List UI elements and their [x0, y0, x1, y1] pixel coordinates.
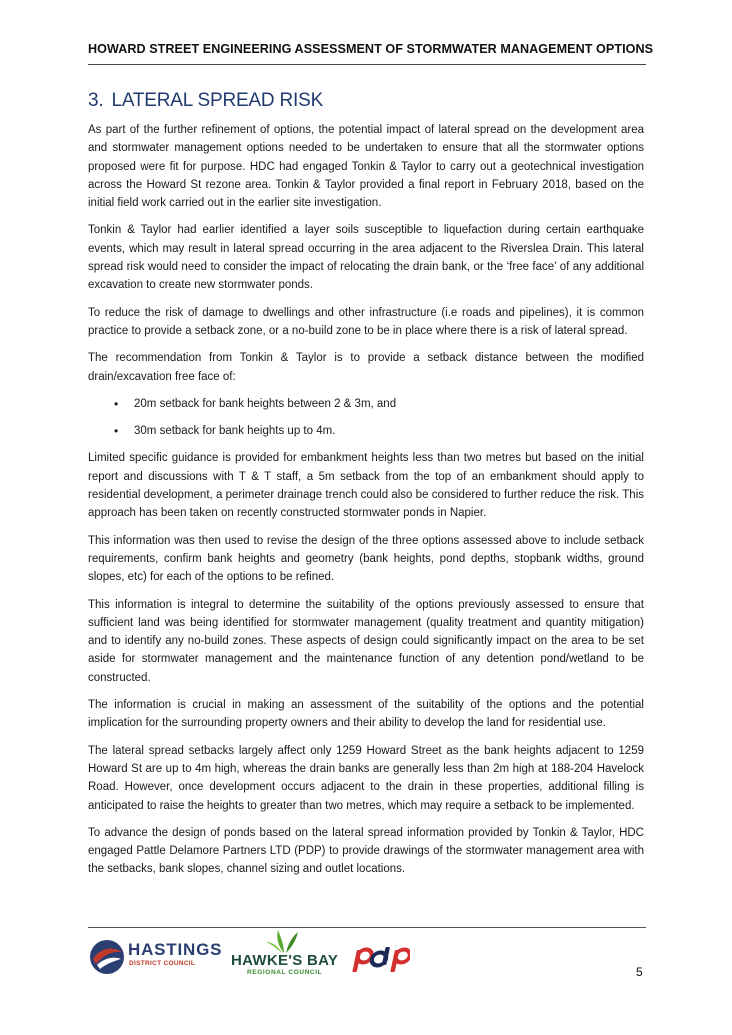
- list-item: [88, 422, 644, 440]
- hastings-wordmark: HASTINGS: [128, 940, 223, 959]
- section-heading: [88, 90, 323, 112]
- paragraph: Limited specific guidance is provided for embankment heights less than two metres but based on the initial report and discussions with T & T staff, a 5m setback from the top of an embankment should apply to residential development, a perimeter drainage trench could also be considered to further reduce the risk. This approach has been taken on recently constructed stormwater ponds in Napier.: [88, 452, 644, 520]
- hawkes-bay-subtitle: REGIONAL COUNCIL: [247, 969, 323, 976]
- paragraph: The lateral spread setbacks largely affect only 1259 Howard Street as the bank heights adjacent to 1259 Howard St are up to 4m high, whereas the drain banks are generally less than 2m high at 188-204 Havelock Road. However, once development occurs adjacent to the drain in these properties, additional filling is anticipated to raise the heights to greater than two metres, which may require a setback to be implemented.: [88, 744, 644, 812]
- list-item-text: 20m setback for bank heights between 2 & 3m, and: [134, 397, 397, 410]
- list-item-text: 30m setback for bank heights up to 4m.: [134, 425, 336, 438]
- list-item: [88, 395, 644, 413]
- bullet-icon: •: [114, 396, 119, 411]
- bullet-icon: •: [114, 424, 119, 439]
- paragraph: As part of the further refinement of options, the potential impact of lateral spread on the development area and stormwater management options needed to be undertaken to ensure that all the stormwater options proposed were fit for purpose. HDC had engaged Tonkin & Taylor to carry out a geotechnical investigation across the Howard St rezone area. Tonkin & Taylor provided a final report in February 2018, based on the initial field work carried out in the earlier site investigation.: [88, 124, 644, 210]
- header-divider: [88, 64, 646, 65]
- pdp-mark-icon: [352, 945, 410, 975]
- paragraph: The recommendation from Tonkin & Taylor is to provide a setback distance between the modified drain/excavation free face of:: [88, 352, 644, 383]
- paragraph: To reduce the risk of damage to dwellings and other infrastructure (i.e roads and pipelines), it is common practice to provide a setback zone, or a no-build zone to be in place where there is a risk of lateral spread.: [88, 306, 644, 337]
- pdp-logo: [352, 945, 412, 977]
- hastings-district-council-logo: [88, 936, 223, 976]
- hawkes-bay-regional-council-logo: [228, 928, 366, 978]
- paragraph: The information is crucial in making an assessment of the suitability of the options and the potential implication for the surrounding property owners and their ability to develop the land for residential use.: [88, 699, 644, 730]
- leaf-icon: [264, 928, 304, 954]
- running-header: HOWARD STREET ENGINEERING ASSESSMENT OF STORMWATER MANAGEMENT OPTIONS: [88, 42, 654, 56]
- hawkes-bay-wordmark: HAWKE'S BAY: [231, 952, 339, 969]
- footer-divider: [88, 927, 646, 928]
- paragraph: This information is integral to determine the suitability of the options previously assessed to ensure that sufficient land was being identified for stormwater management (quality treatment and quantity mitigation) and to identify any no-build zones. These aspects of design could significantly impact on the area to be set aside for stormwater management and the maintenance function of any detention pond/wetland to be constructed.: [88, 598, 644, 684]
- page-number: 5: [636, 965, 643, 979]
- paragraph: Tonkin & Taylor had earlier identified a layer soils susceptible to liquefaction during certain earthquake events, which may result in lateral spread occurring in the area adjacent to the Riverslea Drain. This lateral spread risk would need to consider the impact of relocating the drain bank, or the ‘free face’ of any additional excavation to create new stormwater ponds.: [88, 224, 644, 292]
- section-title: LATERAL SPREAD RISK: [111, 90, 324, 111]
- hastings-emblem-icon: [88, 938, 126, 976]
- paragraph: This information was then used to revise the design of the three options assessed above to include setback requirements, confirm bank heights and geometry (bank heights, pond depths, stopbank widths, ground slopes, etc) for each of the options to be refined.: [88, 534, 644, 584]
- hastings-subtitle: DISTRICT COUNCIL: [129, 960, 196, 967]
- setback-list: [88, 395, 644, 441]
- section-number: 3.: [88, 90, 104, 111]
- document-body: [88, 121, 644, 888]
- paragraph: To advance the design of ponds based on the lateral spread information provided by Tonkin & Taylor, HDC engaged Pattle Delamore Partners LTD (PDP) to provide drawings of the stormwater management area with the setbacks, bank slopes, channel sizing and outlet locations.: [88, 826, 644, 876]
